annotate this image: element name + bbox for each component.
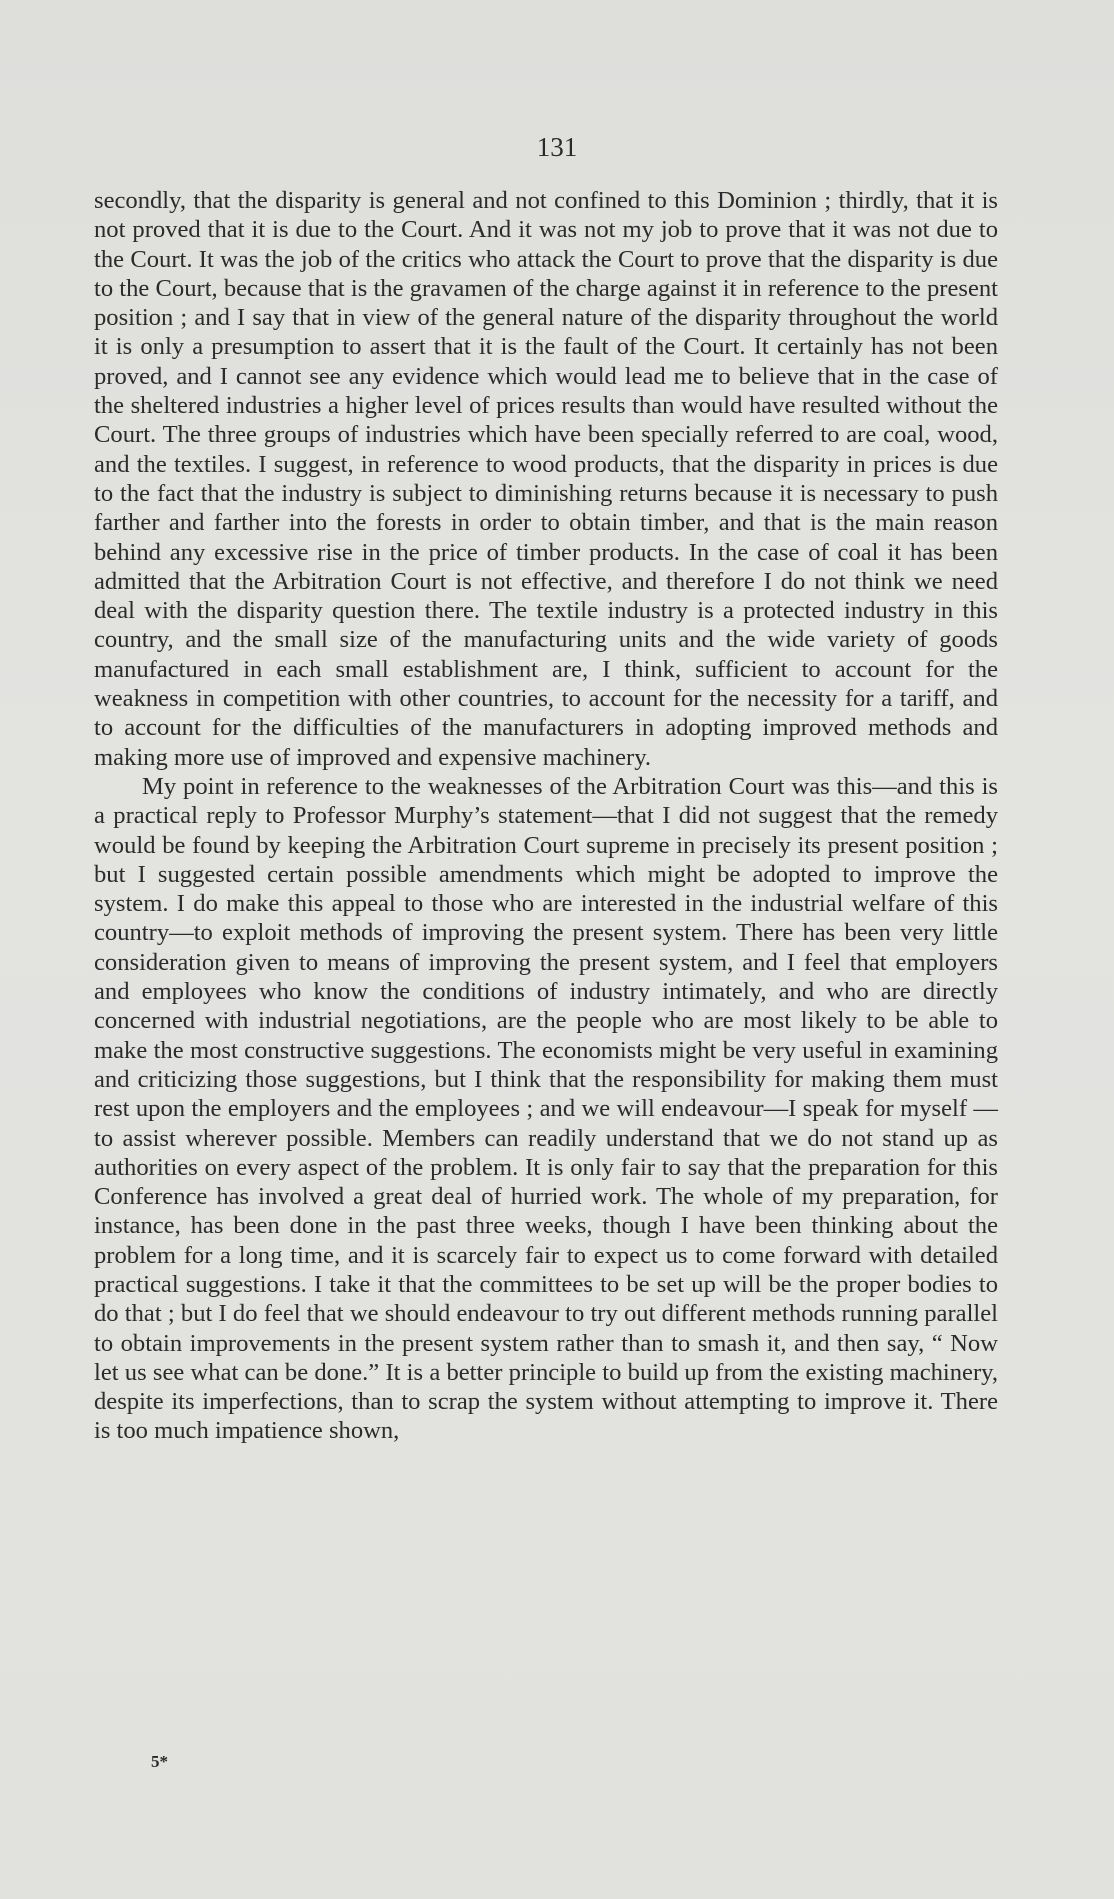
paragraph-continuation: secondly, that the disparity is general and not confined to this Dominion ; thirdly, that it is not proved that it is due to the Court. And it was not my job to prove that it was not due to the Court. It was the job of the critics who attack the Court to prove that the disparity is due to the Court, because that is the gravamen of the charge against it in reference to the present position ; and I say that in view of the general nature of the disparity throughout the world it is only a presumption to assert that it is the fault of the Court. It certainly has not been proved, and I cannot see any evidence which would lead me to believe that in the case of the sheltered industries a higher level of prices results than would have resulted without the Court. The three groups of industries which have been specially referred to are coal, wood, and the textiles. I suggest, in reference to wood products, that the disparity in prices is due to the fact that the industry is subject to diminishing returns because it is necessary to push farther and farther into the forests in order to obtain timber, and that is the main reason behind any excessive rise in the price of timber products. In the case of coal it has been admitted that the Arbitration Court is not effective, and therefore I do not think we need deal with the disparity question there. The textile industry is a protected industry in this country, and the small size of the manufacturing units and the wide variety of goods manufactured in each small establishment are, I think, sufficient to account for the weakness in competition with other countries, to account for the necessity for a tariff, and to account for the difficulties of the manufacturers in adopting improved methods and making more use of improved and expensive machinery. <box>94 187 998 771</box>
signature-mark: 5* <box>151 1752 168 1771</box>
page-number: 131 <box>536 132 578 162</box>
body-text <box>94 186 998 1446</box>
paragraph-arbitration-court: My point in reference to the weaknesses of the Arbitration Court was this—and this is a practical reply to Professor Murphy’s statement—that I did not suggest that the remedy would be found by keeping the Arbitration Court supreme in precisely its present position ; but I suggested certain possible amendments which might be adopted to improve the system. I do make this appeal to those who are interested in the industrial welfare of this country—to exploit methods of improving the present system. There has been very little consideration given to means of improving the present system, and I feel that employers and employees who know the conditions of industry intimately, and who are directly concerned with industrial negotiations, are the people who are most likely to be able to make the most constructive suggestions. The economists might be very useful in examining and criticizing those suggestions, but I think that the responsibility for making them must rest upon the employers and the employees ; and we will endeavour—I speak for myself —to assist wherever possible. Members can readily understand that we do not stand up as authorities on every aspect of the problem. It is only fair to say that the preparation for this Conference has involved a great deal of hurried work. The whole of my preparation, for instance, has been done in the past three weeks, though I have been thinking about the problem for a long time, and it is scarcely fair to expect us to come forward with detailed practical suggestions. I take it that the committees to be set up will be the proper bodies to do that ; but I do feel that we should endeavour to try out different methods running parallel to obtain improvements in the present system rather than to smash it, and then say, “ Now let us see what can be done.” It is a better principle to build up from the existing machinery, despite its imperfections, than to scrap the system without attempting to improve it. There is too much impatience shown, <box>94 772 998 1445</box>
